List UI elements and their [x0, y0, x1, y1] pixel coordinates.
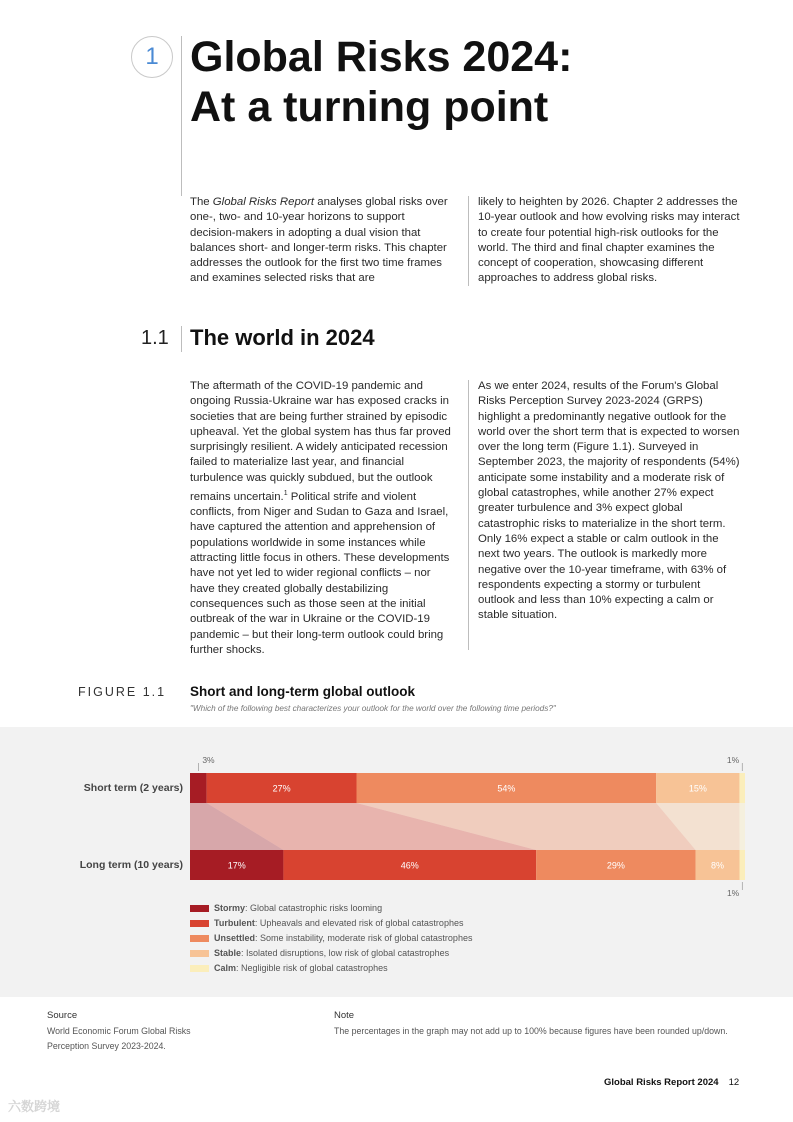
- legend-name: Turbulent: [214, 918, 255, 928]
- legend-swatch-calm: [190, 965, 209, 972]
- legend-swatch-unsettled: [190, 935, 209, 942]
- section-number: 1.1: [141, 327, 169, 349]
- bar-short-stormy: [190, 773, 207, 803]
- legend-item-unsettled: [190, 933, 472, 943]
- footnote-ref[interactable]: 1: [283, 490, 288, 498]
- body-text-b: Political strife and violent conflicts, from Niger and Sudan to Gaza and Israel, have captured the attention and apprehension of populations worldwide in some instances while attracting little focus in others. These developments have not yet led to wider regional conflicts – nor have they created globally destabilizing consequences such as those seen at the initial outbreak of the war in Ukraine or the COVID-19 pandemic – but their long-term outlook could bring further shocks.: [190, 490, 450, 656]
- source-title: Source: [47, 1010, 78, 1021]
- note-text: The percentages in the graph may not add up to 100% because figures have been rounded up/down.: [334, 1026, 728, 1036]
- legend-desc: : Global catastrophic risks looming: [245, 903, 383, 913]
- data-label-long-calm: 1%: [726, 888, 740, 898]
- data-label-long-stable: 8%: [711, 860, 725, 871]
- data-label-long-unsettled: 29%: [606, 860, 625, 871]
- bar-long-calm: [740, 850, 745, 880]
- legend-swatch-stormy: [190, 905, 209, 912]
- bar-short-calm: [739, 773, 745, 803]
- legend-name: Stable: [214, 948, 242, 958]
- chapter-title: [190, 32, 572, 132]
- legend-name: Calm: [214, 963, 237, 973]
- row-label-long-term: Long term (10 years): [79, 859, 183, 871]
- source-text: World Economic Forum Global Risks Perception Survey 2023-2024.: [47, 1026, 191, 1051]
- chapter-divider: [181, 36, 182, 196]
- watermark-logo: 六数跨境: [8, 1099, 61, 1114]
- legend-desc: : Isolated disruptions, low risk of global catastrophes: [241, 948, 450, 958]
- figure-label: FIGURE 1.1: [78, 685, 167, 699]
- legend-swatch-turbulent: [190, 920, 209, 927]
- legend-desc: : Upheavals and elevated risk of global catastrophes: [254, 918, 464, 928]
- body-column-divider: [468, 380, 469, 650]
- chapter-title-line1: Global Risks 2024:: [190, 33, 573, 81]
- legend-item-turbulent: [190, 918, 463, 928]
- figure-subtitle: "Which of the following best characterizes your outlook for the world over the following time periods?": [190, 704, 556, 713]
- legend-desc: : Some instability, moderate risk of global catastrophes: [255, 933, 473, 943]
- page-footer: [604, 1077, 739, 1088]
- legend-item-calm: [190, 963, 388, 973]
- chapter-title-line2: At a turning point: [190, 83, 549, 131]
- legend-item-stormy: [190, 903, 382, 913]
- intro-column-1: [190, 195, 452, 287]
- legend-item-stable: [190, 948, 449, 958]
- data-label-long-turbulent: 46%: [400, 860, 419, 871]
- intro-text-pre: The: [190, 196, 213, 208]
- section-title: The world in 2024: [190, 325, 375, 350]
- page-number: 12: [728, 1077, 740, 1088]
- column-divider: [468, 196, 469, 286]
- chapter-number: 1: [145, 43, 159, 70]
- data-label-short-turbulent: 27%: [272, 783, 291, 794]
- section-divider: [181, 326, 182, 352]
- row-label-short-term: Short term (2 years): [83, 782, 183, 794]
- intro-text-post: analyses global risks over one-, two- and 10-year horizons to support decision-makers in adopting a dual vision that balances short- and longer-term risks. This chapter addresses the outlook for the first two time frames and examines selected risks that are: [190, 196, 448, 285]
- data-label-long-stormy: 17%: [227, 860, 246, 871]
- note-title: Note: [334, 1010, 355, 1021]
- legend-name: Stormy: [214, 903, 246, 913]
- data-label-short-stable: 15%: [688, 783, 707, 794]
- figure-title: Short and long-term global outlook: [190, 684, 415, 699]
- chapter-number-badge: [131, 36, 173, 78]
- footer-report-name: Global Risks Report 2024: [604, 1077, 719, 1088]
- data-label-short-unsettled: 54%: [497, 783, 516, 794]
- data-label-short-calm: 1%: [726, 755, 740, 765]
- legend-desc: : Negligible risk of global catastrophes: [236, 963, 388, 973]
- body-column-1: [190, 379, 458, 658]
- connector-band-calm: [739, 803, 745, 850]
- legend-swatch-stable: [190, 950, 209, 957]
- legend-name: Unsettled: [214, 933, 256, 943]
- data-label-short-stormy: 3%: [202, 755, 215, 765]
- intro-report-name: Global Risks Report: [212, 196, 315, 208]
- body-column-2: As we enter 2024, results of the Forum's Global Risks Perception Survey 2023-2024 (GRPS) highlight a predominantly negative outlook for the world over the short term that is expected to worsen over the long term (Figure 1.1). Surveyed in September 2023, the majority of respondents (54%) anticipate some instability and a moderate risk of global catastrophes, while another 27% expect greater turbulence and 3% expect global catastrophic risks to materialize in the short term. Only 16% expect a stable or calm outlook in the next two years. The outlook is markedly more negative over the 10-year timeframe, with 63% of respondents expecting a stormy or turbulent outlook and less than 10% expecting a calm or stable situation.: [478, 380, 740, 622]
- body-text-a: The aftermath of the COVID-19 pandemic and ongoing Russia-Ukraine war has exposed cracks in societies that are being further strained by episodic upheaval. Yet the global system has thus far proved surprisingly resilient. A widely anticipated recession failed to materialize last year, and financial turbulence was quickly subdued, but the outlook remains uncertain.: [190, 380, 451, 503]
- intro-column-2: likely to heighten by 2026. Chapter 2 addresses the 10-year outlook and how evolving risks may interact to create four potential high-risk outlooks for the world. The third and final chapter examines the concept of cooperation, showcasing different approaches to address global risks.: [478, 196, 740, 285]
